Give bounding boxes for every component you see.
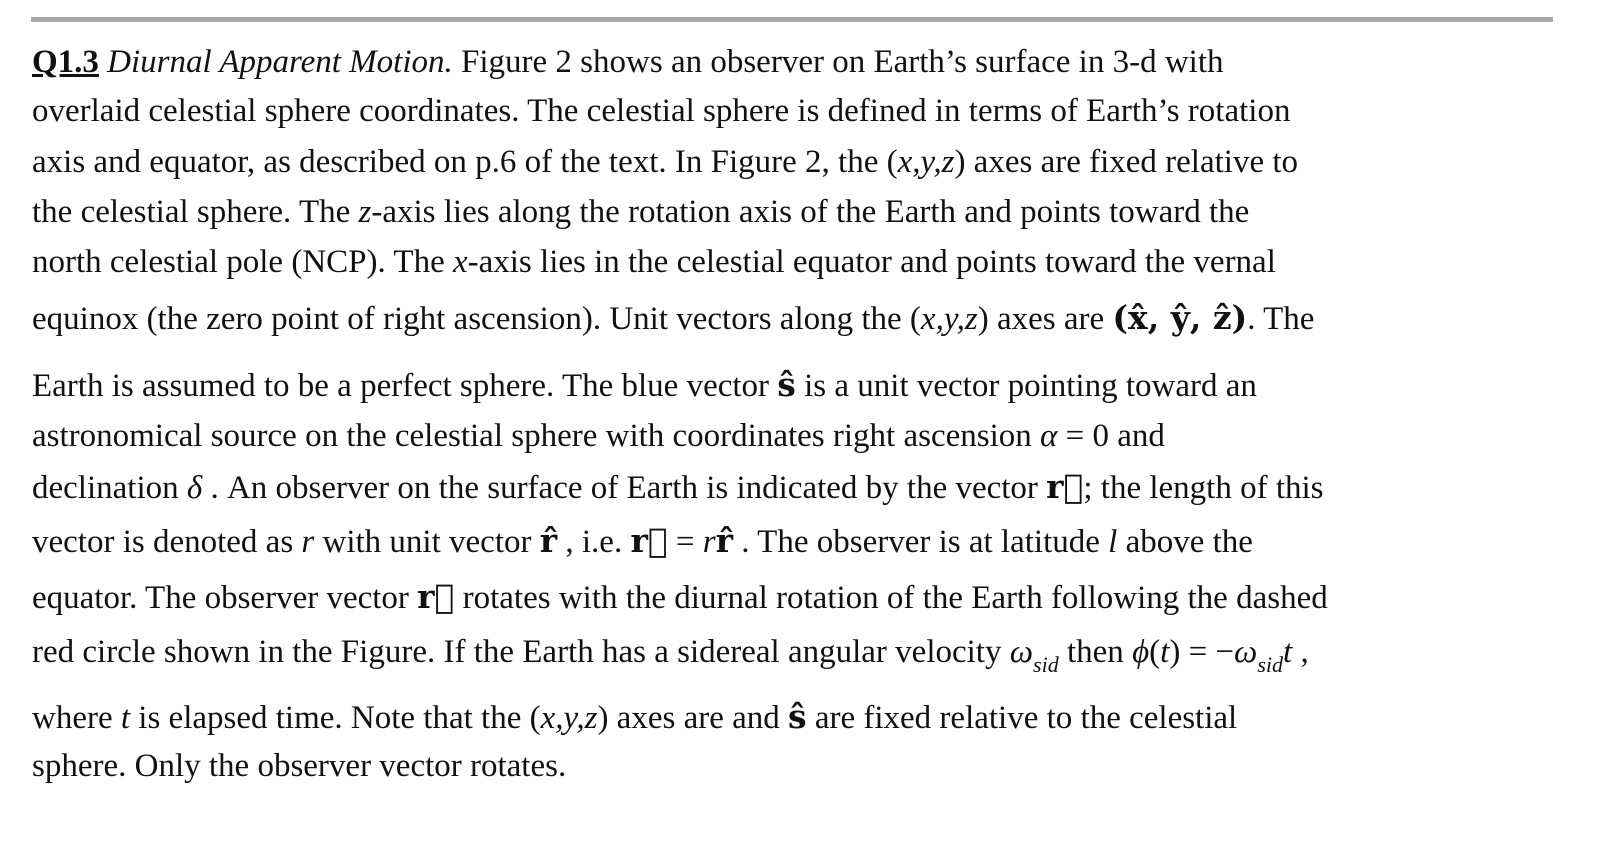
subscript-label: sid bbox=[1033, 652, 1059, 677]
math-italic-symbol: ϕ bbox=[1132, 634, 1150, 670]
vector-symbol: ŝ bbox=[788, 697, 807, 736]
text-run: -axis lies along the rotation axis of the Earth and points toward the bbox=[371, 194, 1250, 230]
math-italic-symbol: l bbox=[1108, 524, 1118, 560]
text-line bbox=[32, 577, 1328, 618]
top-divider-rule bbox=[31, 17, 1553, 22]
text-run: ; the length of this bbox=[1083, 470, 1324, 506]
text-run: . The bbox=[1247, 301, 1315, 337]
math-italic-symbol: ω bbox=[1234, 634, 1258, 670]
text-run: is elapsed time. Note that the ( bbox=[130, 700, 541, 736]
text-run: Figure 2 shows an observer on Earth’s surface in 3-d with bbox=[452, 44, 1224, 80]
text-run: ) = − bbox=[1169, 634, 1235, 670]
math-italic-symbol: t bbox=[1283, 634, 1293, 670]
vector-symbol: ŝ bbox=[777, 365, 796, 404]
math-italic-symbol: z bbox=[358, 194, 372, 230]
text-run: north celestial pole (NCP). The bbox=[32, 244, 453, 280]
text-run: , i.e. bbox=[557, 524, 631, 560]
text-line bbox=[32, 42, 1224, 82]
math-italic-symbol: r bbox=[301, 524, 315, 560]
text-line bbox=[32, 416, 1165, 456]
text-run: Earth is assumed to be a perfect sphere. The blue vector bbox=[32, 368, 778, 404]
text-run: -axis lies in the celestial equator and points toward the vernal bbox=[467, 244, 1276, 280]
vector-symbol: r̂ bbox=[715, 521, 734, 560]
question-title: Diurnal Apparent Motion. bbox=[107, 44, 453, 80]
text-run: equator. The observer vector bbox=[32, 580, 418, 616]
text-run: are fixed relative to the celestial bbox=[806, 700, 1238, 736]
subscript-label: sid bbox=[1257, 652, 1284, 677]
vector-symbol: r̂ bbox=[539, 521, 558, 560]
question-number: Q1.3 bbox=[32, 44, 99, 80]
text-line bbox=[32, 242, 1276, 282]
math-italic-symbol: t bbox=[120, 700, 131, 736]
text-run: ) axes are fixed relative to bbox=[954, 144, 1299, 180]
text-run: = 0 and bbox=[1057, 418, 1165, 454]
text-run: is a unit vector pointing toward an bbox=[795, 368, 1257, 404]
text-line bbox=[32, 142, 1298, 182]
text-line bbox=[32, 91, 1290, 131]
math-italic-symbol: x,y,z bbox=[540, 700, 598, 736]
text-run: rotates with the diurnal rotation of the Earth following the dashed bbox=[454, 580, 1328, 616]
text-line bbox=[32, 632, 1309, 685]
text-line bbox=[32, 467, 1324, 508]
unit-vector-tuple: (x̂, ŷ, ẑ) bbox=[1112, 298, 1248, 337]
text-run: ) axes are bbox=[977, 301, 1113, 337]
vector-symbol: r⃗ bbox=[417, 577, 455, 616]
text-run: . An observer on the surface of Earth is indicated by the vector bbox=[202, 470, 1047, 506]
text-run: , bbox=[1292, 634, 1309, 670]
text-run: where bbox=[32, 700, 121, 736]
text-run: = bbox=[667, 524, 703, 560]
text-run: equinox (the zero point of right ascension). Unit vectors along the ( bbox=[32, 301, 921, 337]
text-line bbox=[32, 192, 1249, 232]
text-run: then bbox=[1058, 634, 1133, 670]
text-line bbox=[32, 697, 1237, 738]
math-italic-symbol: δ bbox=[186, 470, 203, 506]
text-run: ( bbox=[1149, 634, 1161, 670]
text-run: with unit vector bbox=[314, 524, 540, 560]
text-run: ) axes are and bbox=[597, 700, 788, 736]
text-run: vector is denoted as bbox=[32, 524, 302, 560]
math-italic-symbol: x bbox=[452, 244, 468, 280]
text-run: the celestial sphere. The bbox=[32, 194, 359, 230]
text-run: declination bbox=[32, 470, 187, 506]
math-italic-symbol: t bbox=[1160, 634, 1170, 670]
text-line bbox=[32, 298, 1314, 339]
math-italic-symbol: α bbox=[1040, 418, 1058, 454]
text-run: overlaid celestial sphere coordinates. The celestial sphere is defined in terms of Earth’s rotation bbox=[32, 93, 1291, 129]
text-run: axis and equator, as described on p.6 of the text. In Figure 2, the ( bbox=[32, 144, 898, 180]
text-run: red circle shown in the Figure. If the Earth has a sidereal angular velocity bbox=[32, 634, 1010, 670]
math-italic-symbol: x,y,z bbox=[897, 144, 955, 180]
math-italic-symbol: r bbox=[702, 524, 716, 560]
text-run: above the bbox=[1117, 524, 1253, 560]
text-run: sphere. Only the observer vector rotates. bbox=[32, 748, 567, 784]
vector-symbol: r⃗ bbox=[1046, 467, 1084, 506]
text-run: astronomical source on the celestial sphere with coordinates right ascension bbox=[32, 418, 1041, 454]
text-line bbox=[32, 521, 1253, 562]
math-italic-symbol: x,y,z bbox=[920, 301, 978, 337]
vector-symbol: r⃗ bbox=[630, 521, 668, 560]
text-run: . The observer is at latitude bbox=[733, 524, 1109, 560]
math-italic-symbol: ω bbox=[1009, 634, 1034, 670]
text-line bbox=[32, 746, 566, 786]
text-line bbox=[32, 365, 1257, 406]
